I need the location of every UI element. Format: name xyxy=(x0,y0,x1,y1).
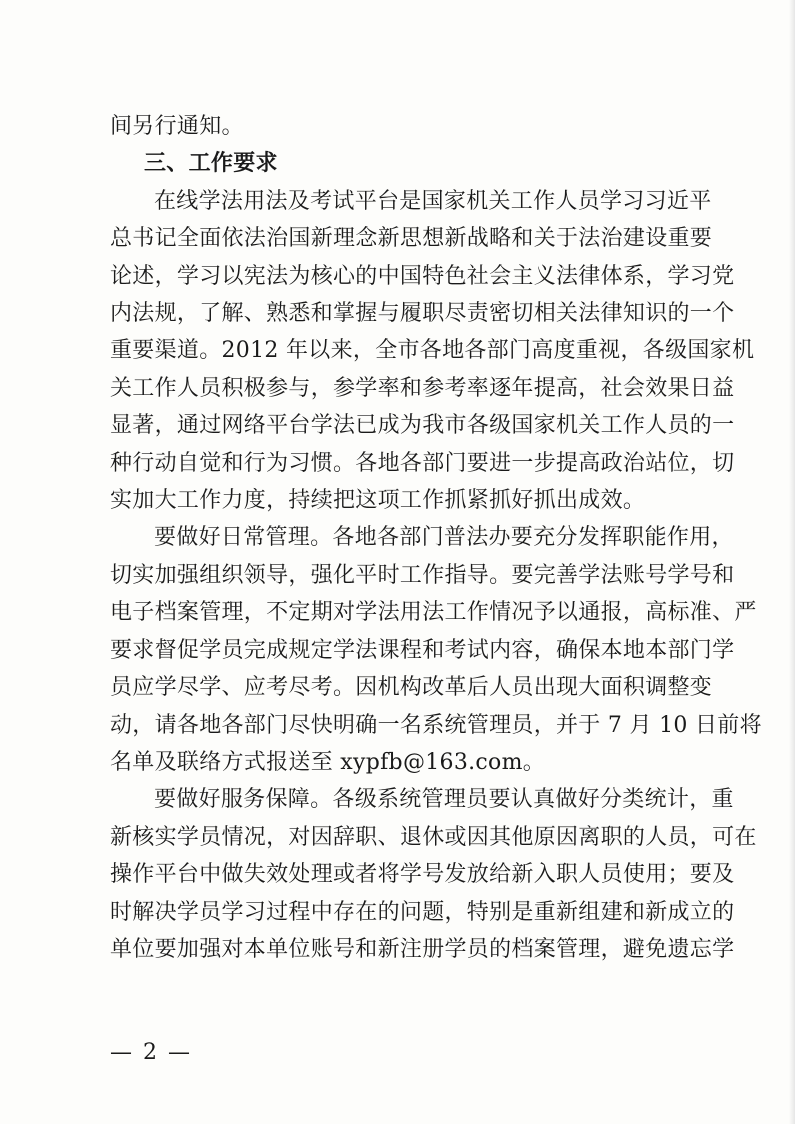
text-line: 单位要加强对本单位账号和新注册学员的档案管理，避免遗忘学 xyxy=(110,936,735,962)
text-line: 要求督促学员完成规定学法课程和考试内容，确保本地本部门学 xyxy=(110,637,735,663)
text-line: 切实加强组织领导，强化平时工作指导。要完善学法账号学号和 xyxy=(110,562,735,588)
text-line: 论述，学习以宪法为核心的中国特色社会主义法律体系，学习党 xyxy=(110,263,735,289)
text-line: 要做好日常管理。各地各部门普法办要充分发挥职能作用， xyxy=(154,525,734,551)
text-line: 内法规，了解、熟悉和掌握与履职尽责密切相关法律知识的一个 xyxy=(110,301,735,327)
text-line: 员应学尽学、应考尽考。因机构改革后人员出现大面积调整变 xyxy=(110,675,713,701)
text-line: 重要渠道。2012 年以来，全市各地各部门高度重视，各级国家机 xyxy=(110,338,755,364)
text-line: 要做好服务保障。各级系统管理员要认真做好分类统计，重 xyxy=(154,787,734,813)
text-line: 间另行通知。 xyxy=(110,114,244,139)
text-line: 在线学法用法及考试平台是国家机关工作人员学习习近平 xyxy=(154,188,712,214)
text-line: 电子档案管理，不定期对学法用法工作情况予以通报，高标准、严 xyxy=(110,600,757,626)
text-line: 时解决学员学习过程中存在的问题，特别是重新组建和新成立的 xyxy=(110,899,735,925)
text-line: 操作平台中做失效处理或者将学号发放给新入职人员使用；要及 xyxy=(110,862,735,888)
text-line: 名单及联络方式报送至 xypfb@163.com。 xyxy=(110,749,546,775)
text-line: 动，请各地各部门尽快明确一名系统管理员，并于 7 月 10 日前将 xyxy=(110,712,762,738)
scan-edge-shadow xyxy=(789,0,795,1124)
text-line: 实加大工作力度，持续把这项工作抓紧抓好抓出成效。 xyxy=(110,488,646,514)
text-line: 新核实学员情况，对因辞职、退休或因其他原因离职的人员，可在 xyxy=(110,824,757,850)
text-line: 关工作人员积极参与，参学率和参考率逐年提高，社会效果日益 xyxy=(110,375,735,401)
text-line: 显著，通过网络平台学法已成为我市各级国家机关工作人员的一 xyxy=(110,413,735,439)
text-line: 种行动自觉和行为习惯。各地各部门要进一步提高政治站位，切 xyxy=(110,450,735,476)
section-heading: 三、工作要求 xyxy=(144,151,278,177)
text-line: 总书记全面依法治国新理念新思想新战略和关于法治建设重要 xyxy=(110,226,713,252)
body-text xyxy=(110,108,762,968)
page-number: — 2 — xyxy=(110,1040,192,1065)
